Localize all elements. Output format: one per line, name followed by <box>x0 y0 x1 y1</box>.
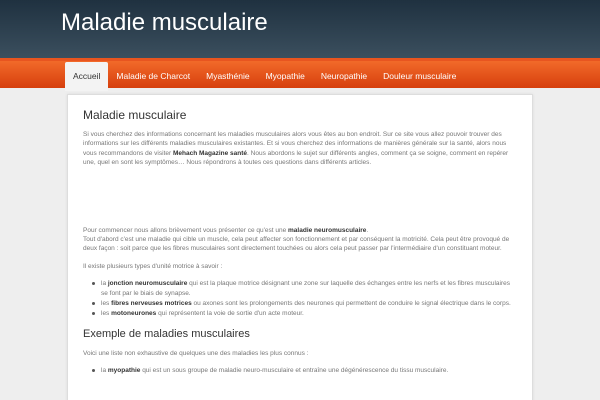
motor-units-intro: Il existe plusieurs types d'unité motrice à savoir : <box>83 262 223 270</box>
list-item-post: qui représentent la voie de sortie d'un acte moteur. <box>156 310 304 318</box>
nav-item-maladie-de-charcot[interactable]: Maladie de Charcot <box>116 71 191 81</box>
list-item-bold: myopathie <box>107 367 141 375</box>
intro-paragraph <box>83 130 515 168</box>
list-item-bold: fibres nerveuses motrices <box>111 300 192 308</box>
site-header <box>0 0 600 58</box>
section-title: Exemple de maladies musculaires <box>83 327 250 340</box>
nav-item-myopathie[interactable]: Myopathie <box>265 71 305 81</box>
site-title[interactable]: Maladie musculaire <box>61 9 268 36</box>
nav-menu <box>65 61 464 91</box>
neuromuscular-paragraph <box>83 226 515 254</box>
nav-item-douleur-musculaire[interactable]: Douleur musculaire <box>383 71 457 81</box>
list-item <box>92 299 515 308</box>
p2-text-2: . <box>366 226 369 234</box>
intro-link[interactable]: Mehach Magazine santé <box>172 149 248 157</box>
nav-item-neuropathie[interactable]: Neuropathie <box>320 71 368 81</box>
intro-text-2: . Nous abordons le sujet sur différents angles, comment ça se soigne, comment en repérer une, quel en sont les symptômes… Nous répondrons à toutes ces questions dans différents articles. <box>83 149 509 167</box>
diseases-list <box>92 366 515 375</box>
section-paragraph: Voici une liste non exhaustive de quelques une des maladies les plus connus : <box>83 349 309 357</box>
list-item <box>92 309 515 318</box>
list-item-post: ou axones sont les prolongements des neurones qui permettent de conduire le signal électrique dans le corps. <box>191 300 511 308</box>
article <box>83 108 515 384</box>
intro-text-1: Si vous cherchez des informations concernant les maladies musculaires alors vous êtes au bon endroit. Sur ce site vous allez pouvoir trouver des informations sur les différents maladies musculaires existantes. Et si vous cherchez des informations de manières générale sur la santé, alors nous vous recommandons de visiter <box>83 131 507 157</box>
list-item-bold: jonction neuromusculaire <box>107 280 188 288</box>
list-item-post: qui est un sous groupe de maladie neuro-musculaire et entraîne une dégénérescence du tissu musculaire. <box>140 367 449 375</box>
list-item-bold: motoneurones <box>111 310 157 318</box>
nav-item-accueil[interactable]: Accueil <box>65 62 108 91</box>
motor-units-list <box>92 279 515 319</box>
list-item-pre: la <box>101 367 108 375</box>
list-item-pre: les <box>101 310 112 318</box>
list-item <box>92 366 515 375</box>
nav-item-myasthenie[interactable]: Myasthénie <box>206 71 250 81</box>
p2-text-3: Tout d'abord c'est une maladie qui cible un muscle, cela peut affecter son fonctionnement et par conséquent la motricité. Cela peut être provoqué de deux façon : soit parce que les fibres musculaires sont directement touchées ou alors cela peut passer par l'intermédiaire d'un constituant moteur. <box>83 236 510 253</box>
content-spacer <box>83 176 515 226</box>
p2-bold: maladie neuromusculaire <box>288 226 367 234</box>
list-item-pre: les <box>101 300 112 308</box>
p2-text-1: Pour commencer nous allons brièvement vous présenter ce qu'est une <box>83 226 289 234</box>
list-item-post: qui est la plaque motrice désignant une zone sur laquelle des échanges entre les nerfs et les fibres musculaires se font par le biais de synapse. <box>101 280 511 297</box>
main-nav <box>0 58 600 88</box>
page-title: Maladie musculaire <box>83 108 187 122</box>
list-item-pre: la <box>101 280 108 288</box>
list-item <box>92 279 515 298</box>
